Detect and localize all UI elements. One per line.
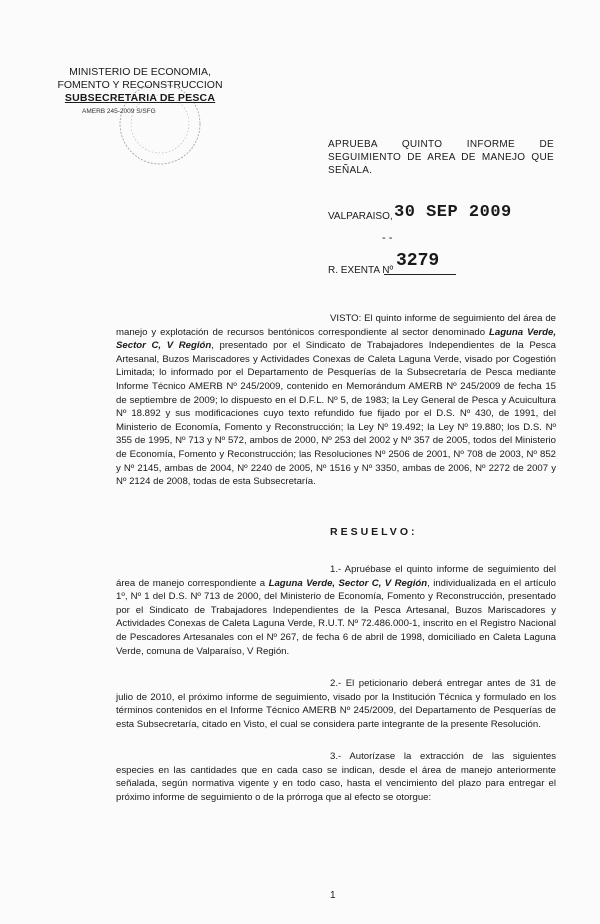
item-1-paragraph: 1.- Apruébase el quinto informe de seguimiento del área de manejo correspondiente a Laguna Verde, Sector C, V Región, individualizada en el artículo 1º, Nº 1 del D.S. Nº 713 de 2000, del Ministerio de Economía, Fomento y Reconstrucción, presentado por el Sindicato de Trabajadores Independientes de la Pesca Artesanal, Buzos Mariscadores y Actividades Conexas de Caleta Laguna Verde, R.U.T. Nº 72.486.000-1, inscrito en el Registro Nacional de Pescadores Artesanales con el Nº 267, de fecha 6 de abril de 1998, domiciliado en Caleta Laguna Verde, comuna de Valparaíso, V Región. [116,564,556,657]
page-number: 1 [330,890,336,901]
sector-name: Laguna Verde, Sector C, V Región [268,577,428,589]
subsecretaria-line: SUBSECRETARIA DE PESCA [64,92,216,104]
ministry-subline: FOMENTO Y RECONSTRUCCION [57,79,223,91]
date-stamp: 30 SEP 2009 [394,203,512,222]
resolution-subject: APRUEBA QUINTO INFORME DE SEGUIMIENTO DE AREA DE MANEJO QUE SEÑALA. [328,139,554,176]
amerb-code: AMERB 245-2009 S/SFG [82,108,156,115]
ministry-line: MINISTERIO DE ECONOMIA, [69,66,211,78]
ministry-header [56,66,224,115]
visto-paragraph: VISTO: El quinto informe de seguimiento del área de manejo y explotación de recursos bentónicos correspondiente al sector denominado Laguna Verde, Sector C, V Región, presentado por el Sindicato de Trabajadores Independientes de la Pesca Artesanal, Buzos Mariscadores y Actividades Conexas de Caleta Laguna Verde, visado por Cogestión Limitada; lo informado por el Departamento de Pesquerías de la Subsecretaría de Pesca mediante Informe Técnico AMERB Nº 245/2009, contenido en Memorándum AMERB Nº 245/2009 de fecha 15 de septiembre de 2009; lo dispuesto en el D.F.L. Nº 5, de 1983; la Ley General de Pesca y Acuicultura Nº 18.892 y sus modificaciones cuyo texto refundido fue fijado por el D.S. Nº 430, de 1991, del Ministerio de Economía, Fomento y Reconstrucción; la Ley Nº 19.492; la Ley Nº 19.880; los D.S. Nº 355 de 1995, Nº 713 y Nº 572, ambos de 2000, Nº 253 del 2002 y Nº 357 de 2005, todos del Ministerio de Economía, Fomento y Reconstrucción; las Resoluciones Nº 2506 de 2001, Nº 708 de 2003, Nº 852 y Nº 2145, ambas de 2004, Nº 2240 de 2005, Nº 1516 y Nº 3350, ambas de 2006, Nº 2272 de 2007 y Nº 2124 de 2008, todas de esta Subsecretaría. [116,313,557,488]
resolution-number: 3279 [396,251,440,271]
item-3-paragraph: 3.- Autorízase la extracción de las siguientes especies en las cantidades que en cada caso se indican, desde el área de manejo anteriormente señalada, según normativa vigente y en todo caso, hasta el vencimiento del plazo para entregar el próximo informe de seguimiento o de la prórroga que al efecto se otorgue: [116,751,556,803]
resolution-number-underline [384,274,456,275]
dash-mark: - - [382,232,393,244]
place-label: VALPARAISO, [328,211,393,222]
exenta-label: R. EXENTA Nº [328,265,394,276]
resuelvo-heading: RESUELVO: [330,526,418,538]
sector-name: Laguna Verde, Sector C, V Región [116,326,556,352]
item-2-paragraph: 2.- El peticionario deberá entregar antes de 31 de julio de 2010, el próximo informe de seguimiento, visado por la Institución Técnica y formulado en los términos contenidos en el Informe Técnico AMERB Nº 245/2009, del Departamento de Pesquerías de esta Subsecretaría, citado en Visto, el cual se considera parte integrante de la presente Resolución. [116,678,556,730]
